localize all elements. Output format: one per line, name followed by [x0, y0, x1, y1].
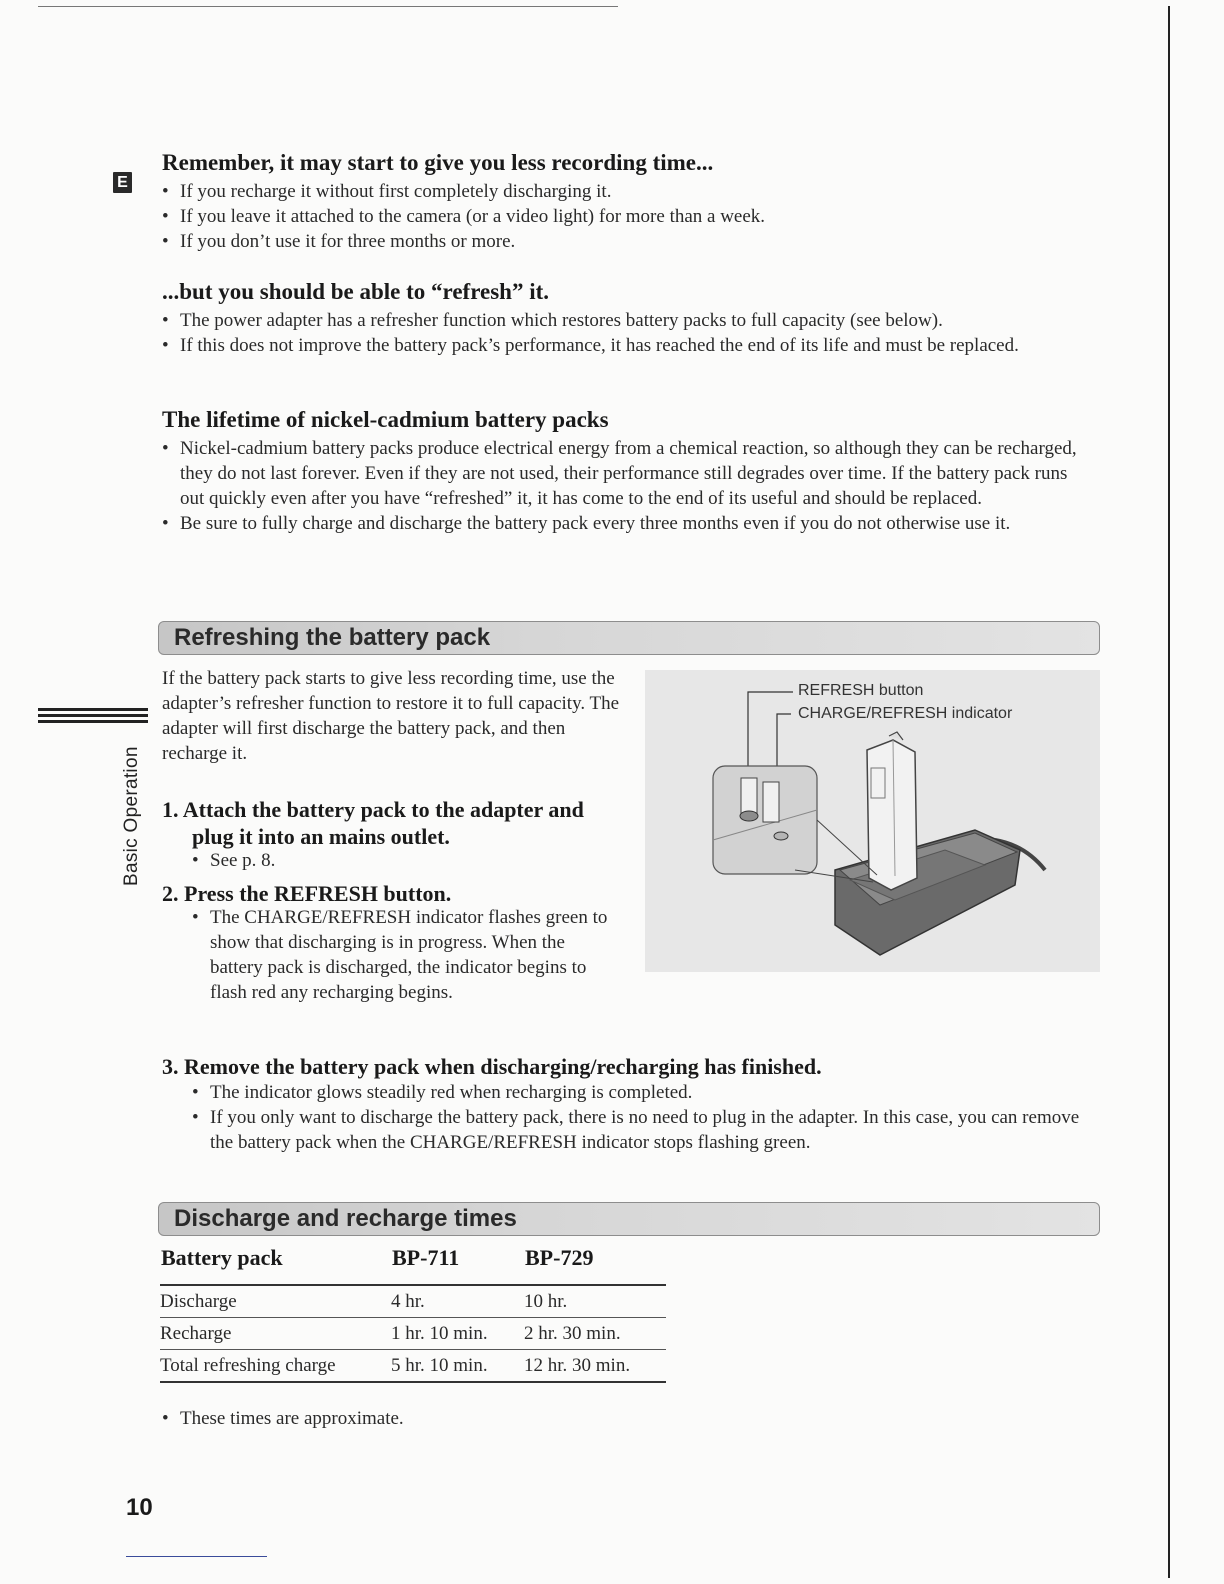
step-1-list [192, 848, 612, 873]
adapter-illustration [645, 670, 1100, 972]
language-tab: E [113, 172, 132, 193]
heading-refresh-it: ...but you should be able to “refresh” it. [162, 279, 550, 304]
list-item: • If you don’t use it for three months or more. [162, 229, 1092, 254]
step-3-title: 3. Remove the battery pack when discharging/recharging has finished. [162, 1054, 822, 1079]
label-refresh-button: REFRESH button [798, 682, 924, 699]
table-cell: 5 hr. 10 min. [391, 1350, 524, 1383]
step-2-title: 2. Press the REFRESH button. [162, 881, 452, 906]
list-item: • If this does not improve the battery pack’s performance, it has reached the end of its life and must be replaced. [162, 333, 1092, 358]
page-number: 10 [126, 1494, 153, 1521]
bottom-rule [126, 1556, 267, 1557]
banner-discharge-times [158, 1202, 1100, 1236]
table-cell: 12 hr. 30 min. [524, 1350, 666, 1383]
table-cell: 4 hr. [391, 1285, 524, 1318]
list-item: • If you only want to discharge the battery pack, there is no need to plug in the adapter. In this case, you can remove the battery pack when the CHARGE/REFRESH indicator stops flashing green. [192, 1105, 1107, 1155]
list-item: • See p. 8. [192, 848, 612, 873]
banner-discharge-title: Discharge and recharge times [174, 1205, 517, 1232]
table-header-bp711: BP-711 [392, 1245, 460, 1270]
list-item: • These times are approximate. [162, 1406, 762, 1431]
table-cell: Total refreshing charge [160, 1350, 391, 1383]
table-row [160, 1285, 666, 1318]
table-cell: 10 hr. [524, 1285, 666, 1318]
table-header-bp729: BP-729 [525, 1245, 594, 1270]
table-cell: 2 hr. 30 min. [524, 1318, 666, 1350]
top-rule [38, 6, 618, 7]
times-table [160, 1284, 666, 1383]
table-cell: Discharge [160, 1285, 391, 1318]
times-note-list [162, 1406, 762, 1431]
list-item: • Nickel-cadmium battery packs produce electrical energy from a chemical reaction, so although they can be recharged, they do not last forever. Even if they are not used, their performance still degrades over time. If the battery pack runs out quickly even after you have “refreshed” it, it has come to the end of its useful and should be replaced. [162, 436, 1092, 511]
step-3-list [192, 1080, 1107, 1155]
table-cell: Recharge [160, 1318, 391, 1350]
side-section-label: Basic Operation [121, 746, 142, 886]
list-less-recording-time [162, 179, 1092, 254]
right-margin-rule [1168, 6, 1170, 1578]
heading-lifetime: The lifetime of nickel-cadmium battery packs [162, 407, 609, 432]
label-charge-refresh-indicator: CHARGE/REFRESH indicator [798, 705, 1013, 722]
list-item: • If you leave it attached to the camera (or a video light) for more than a week. [162, 204, 1092, 229]
list-refresh-it [162, 308, 1092, 358]
list-lifetime [162, 436, 1092, 536]
heading-less-recording-time: Remember, it may start to give you less recording time... [162, 150, 714, 175]
section-marker-bars [38, 708, 148, 726]
list-item: • The CHARGE/REFRESH indicator flashes green to show that discharging is in progress. When the battery pack is discharged, the indicator begins to flash red any recharging begins. [192, 905, 612, 1005]
table-cell: 1 hr. 10 min. [391, 1318, 524, 1350]
list-item: • Be sure to fully charge and discharge the battery pack every three months even if you do not otherwise use it. [162, 511, 1092, 536]
table-header-battery-pack: Battery pack [161, 1245, 283, 1270]
table-row [160, 1350, 666, 1383]
refresh-intro: If the battery pack starts to give less recording time, use the adapter’s refresher function to restore it to full capacity. The adapter will first discharge the battery pack, and then recharge it. [162, 668, 620, 764]
table-row [160, 1318, 666, 1350]
list-item: • The power adapter has a refresher function which restores battery packs to full capacity (see below). [162, 308, 1092, 333]
step-1-title: 1. Attach the battery pack to the adapter and plug it into an mains outlet. [162, 797, 584, 849]
list-item: • If you recharge it without first completely discharging it. [162, 179, 1092, 204]
banner-refreshing-title: Refreshing the battery pack [174, 624, 491, 651]
list-item: • The indicator glows steadily red when recharging is completed. [192, 1080, 1107, 1105]
step-2-list [192, 905, 612, 1005]
banner-refreshing [158, 621, 1100, 655]
